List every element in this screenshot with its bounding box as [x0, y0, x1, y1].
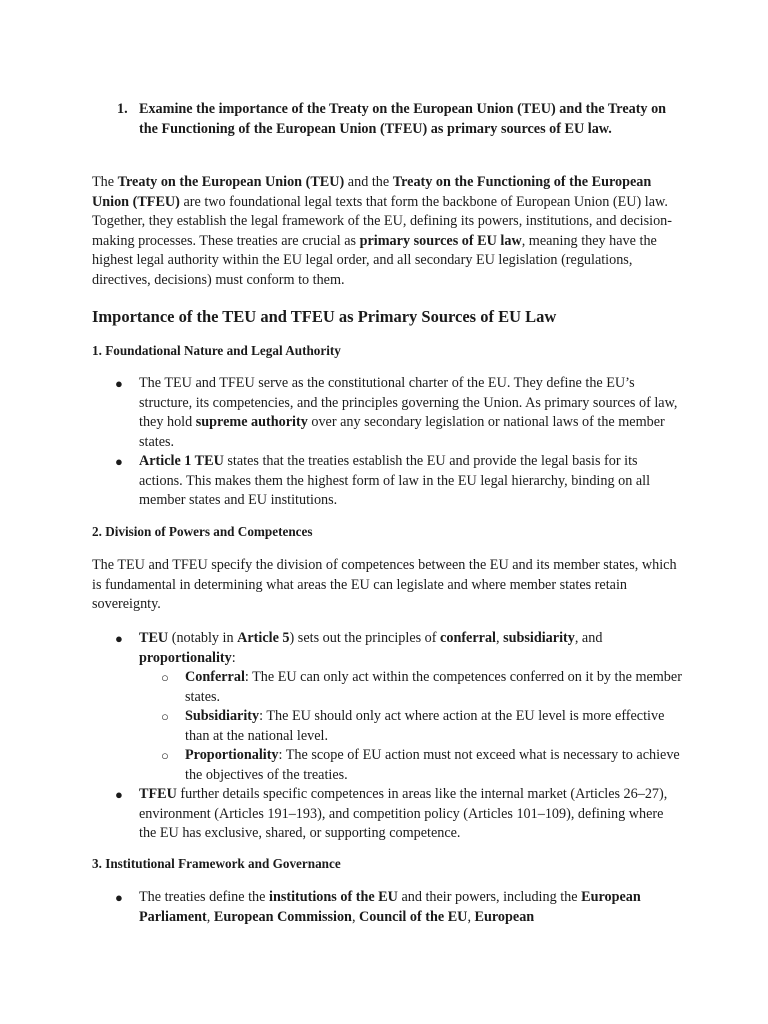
item-text: ) sets out the principles of	[289, 630, 441, 646]
section2-bullet-list	[92, 629, 682, 844]
item-bold: Subsidiarity	[185, 708, 260, 724]
sub-list-item	[139, 746, 682, 785]
item-text: : The EU should only act where action at the EU level is more effective than at the national level.	[185, 708, 665, 744]
item-text: (notably in	[168, 630, 238, 646]
item-bold: European Parliament	[139, 889, 641, 925]
intro-paragraph	[92, 173, 682, 290]
item-text: : The scope of EU action must not exceed what is necessary to achieve the objectives of the treaties.	[185, 747, 680, 783]
item-bold: TFEU	[139, 786, 177, 802]
item-text: ,	[495, 630, 504, 646]
intro-bold-tfeu: Treaty on the Functioning of the European Union (TFEU)	[92, 174, 652, 210]
item-text: ,	[206, 908, 214, 925]
section2-title: 2. Division of Powers and Competences	[92, 524, 313, 539]
item-bold: subsidiarity	[503, 630, 575, 646]
intro-text: and the	[344, 174, 393, 190]
intro-text: , meaning they have the highest legal authority within the EU legal order, and all secondary EU legislation (regulations, directives, decisions) must conform to them.	[92, 232, 657, 288]
question-number: 1.	[117, 101, 128, 117]
circle-bullet-icon: ○	[161, 709, 169, 724]
list-item	[92, 785, 682, 844]
sub-list	[139, 668, 682, 785]
section3-title: 3. Institutional Framework and Governance	[92, 856, 341, 871]
list-item	[92, 888, 682, 927]
intro-text: The	[92, 174, 118, 190]
item-text: :	[231, 649, 236, 666]
item-bold: conferral	[440, 630, 496, 646]
circle-bullet-icon: ○	[161, 670, 169, 685]
section-heading: Importance of the TEU and TFEU as Primary Sources of EU Law	[92, 307, 557, 326]
bullet-icon: ●	[115, 631, 123, 646]
item-bold: Council of the EU	[359, 908, 468, 925]
bullet-icon: ●	[115, 890, 123, 905]
section1-title: 1. Foundational Nature and Legal Authority	[92, 343, 341, 358]
sub-list-item	[139, 668, 682, 707]
question-item	[92, 100, 682, 139]
list-item	[92, 374, 682, 452]
bullet-icon: ●	[115, 454, 123, 469]
bullet-icon: ●	[115, 787, 123, 802]
sub-list-item	[139, 707, 682, 746]
bullet-icon: ●	[115, 376, 123, 391]
section2-paragraph: The TEU and TFEU specify the division of competences between the EU and its member states, which is fundamental in determining what areas the EU can legislate and where member states retain sovereignty.	[92, 557, 677, 612]
item-bold: Article 5	[237, 630, 290, 646]
item-bold: European	[474, 908, 535, 925]
section1-bullet-list	[92, 374, 682, 511]
item-text: : The EU can only act within the competences conferred on it by the member states.	[185, 669, 682, 705]
list-item	[92, 629, 682, 785]
item-text: , and	[574, 630, 603, 646]
question-text: Examine the importance of the Treaty on the European Union (TEU) and the Treaty on the Functioning of the European Union (TFEU) as primary sources of EU law.	[139, 101, 667, 137]
item-text: ,	[351, 908, 360, 925]
section3-bullet-list	[92, 888, 682, 927]
item-text: The TEU and TFEU serve as the constitutional charter of the EU. They define the EU’s structure, its competencies, and the principles governing the Union. As primary sources of law, they hold	[139, 375, 678, 430]
item-text: further details specific competences in areas like the internal market (Articles 26–27), environment (Articles 191–193), and competition policy (Articles 101–109), defining where the EU has exclusive, shared, or supporting competence.	[139, 786, 668, 841]
item-bold: institutions of the EU	[269, 889, 398, 905]
item-bold: proportionality	[139, 649, 232, 666]
item-bold: Article 1 TEU	[139, 453, 224, 469]
item-text: The treaties define the	[139, 889, 269, 905]
circle-bullet-icon: ○	[161, 748, 169, 763]
item-text: states that the treaties establish the EU and provide the legal basis for its actions. This makes them the highest form of law in the EU legal hierarchy, binding on all member states and EU institutions.	[139, 453, 651, 508]
intro-bold-teu: Treaty on the European Union (TEU)	[117, 174, 345, 190]
list-item	[92, 452, 682, 511]
item-bold: Proportionality	[185, 747, 279, 763]
item-text: and their powers, including the	[397, 889, 582, 905]
item-text: over any secondary legislation or national laws of the member states.	[139, 414, 665, 450]
item-bold: European Commission	[213, 908, 352, 925]
item-bold: TEU	[139, 630, 169, 646]
question-list	[92, 100, 682, 139]
intro-bold-primary-sources: primary sources of EU law	[359, 232, 522, 249]
item-text: ,	[467, 908, 475, 925]
item-bold: Conferral	[185, 669, 245, 685]
item-bold: supreme authority	[195, 414, 308, 430]
intro-text: are two foundational legal texts that form the backbone of European Union (EU) law. Together, they establish the legal framework of the EU, defining its powers, institutions, and decision-making processes. These treaties are crucial as	[92, 193, 672, 249]
